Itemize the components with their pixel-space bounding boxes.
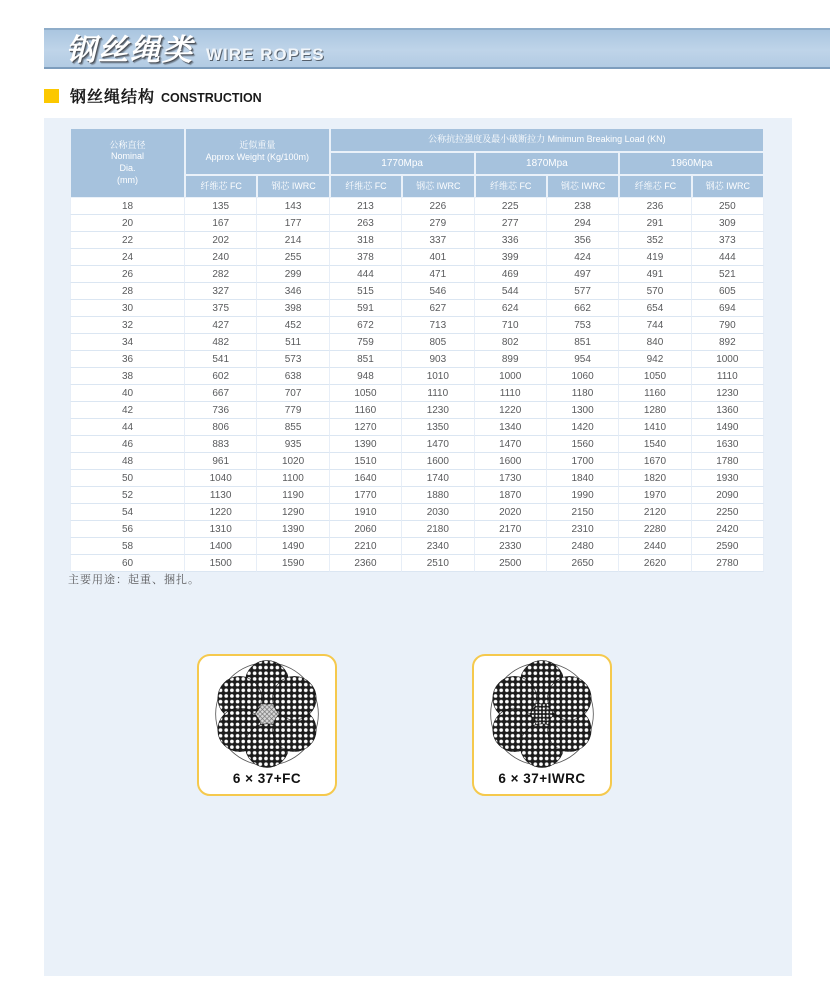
table-cell: 2030 xyxy=(402,504,474,521)
table-cell: 143 xyxy=(257,198,329,215)
table-cell: 1400 xyxy=(185,538,257,555)
table-cell: 1560 xyxy=(547,436,619,453)
header-core-iwrc: 钢芯 IWRC xyxy=(402,175,474,198)
table-cell: 855 xyxy=(257,419,329,436)
page-title-english: WIRE ROPES xyxy=(206,45,325,64)
table-cell: 60 xyxy=(70,555,185,572)
table-cell: 1910 xyxy=(330,504,402,521)
table-cell: 2280 xyxy=(619,521,691,538)
table-cell: 602 xyxy=(185,368,257,385)
header-grade-1770: 1770Mpa xyxy=(330,152,475,175)
table-cell: 18 xyxy=(70,198,185,215)
table-cell: 213 xyxy=(330,198,402,215)
table-cell: 444 xyxy=(330,266,402,283)
table-cell: 346 xyxy=(257,283,329,300)
table-cell: 336 xyxy=(475,232,547,249)
table-cell: 1110 xyxy=(475,385,547,402)
table-cell: 638 xyxy=(257,368,329,385)
header-weight-en: Approx Weight (Kg/100m) xyxy=(205,151,310,162)
table-row xyxy=(70,521,764,538)
table-cell: 497 xyxy=(547,266,619,283)
header-core-iwrc: 钢芯 IWRC xyxy=(257,175,329,198)
table-cell: 56 xyxy=(70,521,185,538)
section-title-english: CONSTRUCTION xyxy=(161,91,262,105)
table-cell: 591 xyxy=(330,300,402,317)
table-cell: 2780 xyxy=(692,555,764,572)
table-cell: 1160 xyxy=(619,385,691,402)
table-cell: 1130 xyxy=(185,487,257,504)
table-cell: 2090 xyxy=(692,487,764,504)
table-cell: 1010 xyxy=(402,368,474,385)
table-cell: 1310 xyxy=(185,521,257,538)
table-cell: 1600 xyxy=(475,453,547,470)
table-cell: 1880 xyxy=(402,487,474,504)
table-cell: 1390 xyxy=(330,436,402,453)
table-cell: 1740 xyxy=(402,470,474,487)
table-row xyxy=(70,453,764,470)
table-cell: 240 xyxy=(185,249,257,266)
table-cell: 318 xyxy=(330,232,402,249)
table-cell: 444 xyxy=(692,249,764,266)
rope-diagram xyxy=(487,656,597,774)
table-cell: 1160 xyxy=(330,402,402,419)
table-cell: 515 xyxy=(330,283,402,300)
table-cell: 1000 xyxy=(692,351,764,368)
table-cell: 1020 xyxy=(257,453,329,470)
table-cell: 2150 xyxy=(547,504,619,521)
table-cell: 1280 xyxy=(619,402,691,419)
table-cell: 1820 xyxy=(619,470,691,487)
table-cell: 2170 xyxy=(475,521,547,538)
table-cell: 899 xyxy=(475,351,547,368)
table-cell: 2120 xyxy=(619,504,691,521)
table-cell: 1930 xyxy=(692,470,764,487)
table-row xyxy=(70,283,764,300)
header-nominal-dia xyxy=(70,128,185,198)
table-cell: 327 xyxy=(185,283,257,300)
table-cell: 2480 xyxy=(547,538,619,555)
table-cell: 541 xyxy=(185,351,257,368)
table-cell: 1050 xyxy=(619,368,691,385)
table-cell: 710 xyxy=(475,317,547,334)
table-cell: 662 xyxy=(547,300,619,317)
table-cell: 277 xyxy=(475,215,547,232)
table-cell: 2210 xyxy=(330,538,402,555)
table-cell: 1770 xyxy=(330,487,402,504)
table-cell: 1110 xyxy=(692,368,764,385)
table-cell: 744 xyxy=(619,317,691,334)
table-cell: 202 xyxy=(185,232,257,249)
table-row xyxy=(70,249,764,266)
table-cell: 1600 xyxy=(402,453,474,470)
header-grade-1870: 1870Mpa xyxy=(475,152,620,175)
table-cell: 570 xyxy=(619,283,691,300)
table-cell: 948 xyxy=(330,368,402,385)
table-row xyxy=(70,266,764,283)
table-row xyxy=(70,555,764,572)
header-core-iwrc: 钢芯 IWRC xyxy=(692,175,764,198)
table-cell: 779 xyxy=(257,402,329,419)
table-cell: 753 xyxy=(547,317,619,334)
table-cell: 1590 xyxy=(257,555,329,572)
table-row xyxy=(70,334,764,351)
table-cell: 892 xyxy=(692,334,764,351)
table-cell: 250 xyxy=(692,198,764,215)
table-row xyxy=(70,436,764,453)
table-row xyxy=(70,402,764,419)
table-cell: 1630 xyxy=(692,436,764,453)
table-cell: 399 xyxy=(475,249,547,266)
table-row xyxy=(70,198,764,215)
table-cell: 759 xyxy=(330,334,402,351)
table-cell: 1500 xyxy=(185,555,257,572)
table-cell: 50 xyxy=(70,470,185,487)
table-cell: 309 xyxy=(692,215,764,232)
table-row xyxy=(70,317,764,334)
table-row xyxy=(70,470,764,487)
header-breaking-load: 公称抗拉强度及最小破断拉力 Minimum Breaking Load (KN) xyxy=(330,128,764,152)
table-cell: 1340 xyxy=(475,419,547,436)
spec-table xyxy=(70,128,764,572)
table-cell: 1000 xyxy=(475,368,547,385)
table-cell: 1840 xyxy=(547,470,619,487)
table-cell: 2510 xyxy=(402,555,474,572)
table-cell: 521 xyxy=(692,266,764,283)
table-cell: 1290 xyxy=(257,504,329,521)
table-cell: 627 xyxy=(402,300,474,317)
table-cell: 1220 xyxy=(475,402,547,419)
table-cell: 1870 xyxy=(475,487,547,504)
table-cell: 736 xyxy=(185,402,257,419)
table-cell: 1470 xyxy=(402,436,474,453)
table-cell: 577 xyxy=(547,283,619,300)
table-cell: 58 xyxy=(70,538,185,555)
table-cell: 544 xyxy=(475,283,547,300)
header-core-fc: 纤维芯 FC xyxy=(619,175,691,198)
table-cell: 942 xyxy=(619,351,691,368)
header-core-fc: 纤维芯 FC xyxy=(185,175,257,198)
table-cell: 427 xyxy=(185,317,257,334)
table-cell: 883 xyxy=(185,436,257,453)
header-approx-weight xyxy=(185,128,330,175)
table-cell: 401 xyxy=(402,249,474,266)
table-cell: 1270 xyxy=(330,419,402,436)
table-cell: 226 xyxy=(402,198,474,215)
table-cell: 806 xyxy=(185,419,257,436)
table-cell: 624 xyxy=(475,300,547,317)
table-cell: 38 xyxy=(70,368,185,385)
table-cell: 54 xyxy=(70,504,185,521)
table-cell: 1410 xyxy=(619,419,691,436)
table-row xyxy=(70,368,764,385)
table-cell: 1100 xyxy=(257,470,329,487)
rope-label-fc: 6 × 37+FC xyxy=(232,771,302,786)
header-dia-unit: (mm) xyxy=(117,174,138,185)
table-cell: 1990 xyxy=(547,487,619,504)
table-cell: 279 xyxy=(402,215,474,232)
table-cell: 713 xyxy=(402,317,474,334)
table-cell: 24 xyxy=(70,249,185,266)
table-cell: 2020 xyxy=(475,504,547,521)
table-cell: 1540 xyxy=(619,436,691,453)
table-cell: 2360 xyxy=(330,555,402,572)
table-row xyxy=(70,419,764,436)
table-row xyxy=(70,487,764,504)
header-dia-cn: 公称直径 xyxy=(109,139,146,150)
table-cell: 356 xyxy=(547,232,619,249)
table-cell: 378 xyxy=(330,249,402,266)
table-cell: 840 xyxy=(619,334,691,351)
table-cell: 22 xyxy=(70,232,185,249)
table-cell: 546 xyxy=(402,283,474,300)
table-row xyxy=(70,351,764,368)
table-cell: 1110 xyxy=(402,385,474,402)
table-cell: 1050 xyxy=(330,385,402,402)
table-cell: 851 xyxy=(547,334,619,351)
header-dia-en1: Nominal xyxy=(110,151,144,162)
table-cell: 26 xyxy=(70,266,185,283)
table-cell: 291 xyxy=(619,215,691,232)
spec-table-body xyxy=(70,198,764,572)
table-cell: 44 xyxy=(70,419,185,436)
table-row xyxy=(70,215,764,232)
section-heading xyxy=(44,84,262,107)
table-cell: 2310 xyxy=(547,521,619,538)
table-cell: 605 xyxy=(692,283,764,300)
section-title-chinese: 钢丝绳结构 xyxy=(70,89,156,106)
yellow-square-bullet-icon xyxy=(44,89,59,103)
rope-label-iwrc: 6 × 37+IWRC xyxy=(498,771,586,786)
table-cell: 2620 xyxy=(619,555,691,572)
table-cell: 34 xyxy=(70,334,185,351)
table-cell: 1360 xyxy=(692,402,764,419)
table-cell: 1470 xyxy=(475,436,547,453)
spec-table-header xyxy=(70,128,764,198)
table-cell: 672 xyxy=(330,317,402,334)
header-core-fc: 纤维芯 FC xyxy=(475,175,547,198)
table-cell: 707 xyxy=(257,385,329,402)
table-cell: 1060 xyxy=(547,368,619,385)
table-cell: 1190 xyxy=(257,487,329,504)
table-cell: 2340 xyxy=(402,538,474,555)
rope-card-fc xyxy=(197,654,337,796)
table-cell: 1350 xyxy=(402,419,474,436)
table-cell: 482 xyxy=(185,334,257,351)
table-cell: 419 xyxy=(619,249,691,266)
table-cell: 352 xyxy=(619,232,691,249)
table-cell: 32 xyxy=(70,317,185,334)
table-cell: 1300 xyxy=(547,402,619,419)
header-dia-en2: Dia. xyxy=(119,163,136,173)
table-cell: 398 xyxy=(257,300,329,317)
table-cell: 961 xyxy=(185,453,257,470)
table-cell: 805 xyxy=(402,334,474,351)
table-cell: 167 xyxy=(185,215,257,232)
table-cell: 469 xyxy=(475,266,547,283)
table-cell: 2590 xyxy=(692,538,764,555)
table-cell: 511 xyxy=(257,334,329,351)
table-cell: 491 xyxy=(619,266,691,283)
table-cell: 238 xyxy=(547,198,619,215)
table-cell: 1390 xyxy=(257,521,329,538)
table-cell: 1510 xyxy=(330,453,402,470)
table-cell: 2440 xyxy=(619,538,691,555)
table-cell: 299 xyxy=(257,266,329,283)
table-cell: 2420 xyxy=(692,521,764,538)
header-weight-cn: 近似重量 xyxy=(239,139,276,150)
page-title-chinese: 钢丝绳类 xyxy=(66,34,194,67)
table-row xyxy=(70,232,764,249)
table-cell: 790 xyxy=(692,317,764,334)
table-cell: 2250 xyxy=(692,504,764,521)
table-cell: 282 xyxy=(185,266,257,283)
table-cell: 373 xyxy=(692,232,764,249)
table-cell: 903 xyxy=(402,351,474,368)
table-cell: 1230 xyxy=(692,385,764,402)
table-row xyxy=(70,504,764,521)
table-cell: 1970 xyxy=(619,487,691,504)
table-cell: 294 xyxy=(547,215,619,232)
table-cell: 236 xyxy=(619,198,691,215)
usage-note: 主要用途：起重、捆扎。 xyxy=(68,574,200,586)
table-cell: 2500 xyxy=(475,555,547,572)
table-cell: 135 xyxy=(185,198,257,215)
table-cell: 2060 xyxy=(330,521,402,538)
table-cell: 667 xyxy=(185,385,257,402)
table-cell: 1040 xyxy=(185,470,257,487)
table-cell: 30 xyxy=(70,300,185,317)
table-cell: 1490 xyxy=(692,419,764,436)
table-cell: 654 xyxy=(619,300,691,317)
table-cell: 337 xyxy=(402,232,474,249)
table-cell: 1230 xyxy=(402,402,474,419)
table-cell: 48 xyxy=(70,453,185,470)
rope-diagram xyxy=(212,656,322,774)
table-cell: 471 xyxy=(402,266,474,283)
table-cell: 1220 xyxy=(185,504,257,521)
table-cell: 1670 xyxy=(619,453,691,470)
table-cell: 177 xyxy=(257,215,329,232)
table-cell: 255 xyxy=(257,249,329,266)
table-cell: 36 xyxy=(70,351,185,368)
table-cell: 452 xyxy=(257,317,329,334)
table-cell: 2180 xyxy=(402,521,474,538)
table-cell: 424 xyxy=(547,249,619,266)
table-cell: 2330 xyxy=(475,538,547,555)
page-title-bar xyxy=(44,28,830,69)
table-cell: 20 xyxy=(70,215,185,232)
table-row xyxy=(70,300,764,317)
table-cell: 2650 xyxy=(547,555,619,572)
table-cell: 954 xyxy=(547,351,619,368)
table-cell: 1780 xyxy=(692,453,764,470)
table-cell: 46 xyxy=(70,436,185,453)
table-cell: 263 xyxy=(330,215,402,232)
table-cell: 1180 xyxy=(547,385,619,402)
table-cell: 1700 xyxy=(547,453,619,470)
table-cell: 52 xyxy=(70,487,185,504)
table-cell: 225 xyxy=(475,198,547,215)
table-cell: 935 xyxy=(257,436,329,453)
table-cell: 851 xyxy=(330,351,402,368)
table-cell: 1730 xyxy=(475,470,547,487)
table-row xyxy=(70,538,764,555)
header-core-iwrc: 钢芯 IWRC xyxy=(547,175,619,198)
header-grade-1960: 1960Mpa xyxy=(619,152,764,175)
rope-card-iwrc xyxy=(472,654,612,796)
table-cell: 1420 xyxy=(547,419,619,436)
table-cell: 1490 xyxy=(257,538,329,555)
table-cell: 802 xyxy=(475,334,547,351)
table-cell: 694 xyxy=(692,300,764,317)
table-row xyxy=(70,385,764,402)
table-cell: 573 xyxy=(257,351,329,368)
table-cell: 28 xyxy=(70,283,185,300)
table-cell: 375 xyxy=(185,300,257,317)
table-cell: 42 xyxy=(70,402,185,419)
table-cell: 40 xyxy=(70,385,185,402)
table-cell: 1640 xyxy=(330,470,402,487)
table-cell: 214 xyxy=(257,232,329,249)
header-core-fc: 纤维芯 FC xyxy=(330,175,402,198)
